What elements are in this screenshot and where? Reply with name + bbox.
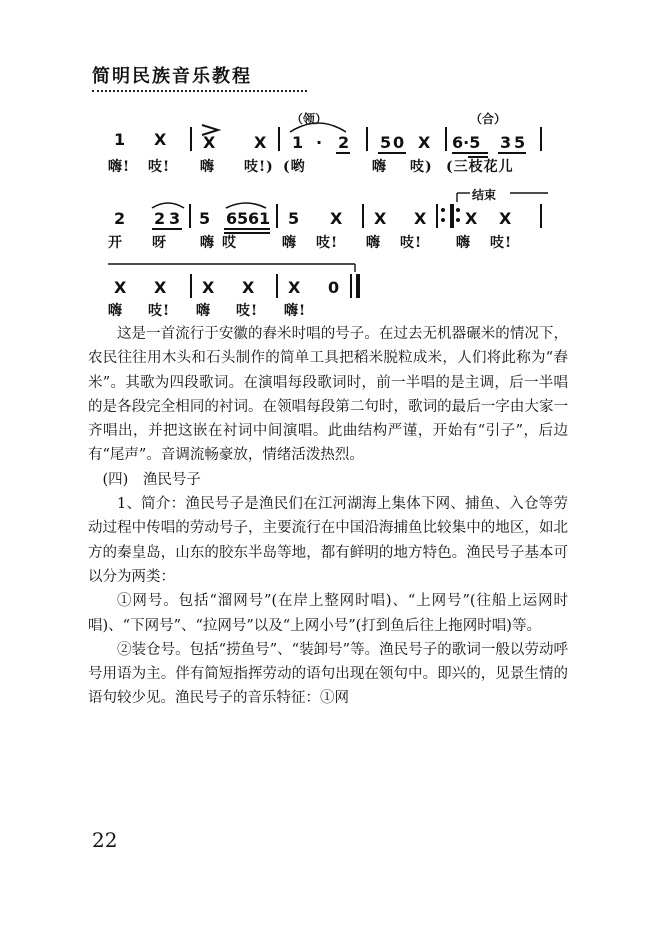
lyric: 开 — [108, 235, 123, 251]
slur-mark-3 — [226, 203, 266, 208]
page-number: 22 — [92, 828, 118, 852]
note: 3 — [169, 209, 181, 228]
page-header-title: 简明民族音乐教程 — [92, 66, 252, 87]
note: 1 — [259, 209, 271, 228]
note: X — [154, 278, 167, 297]
lyric: 呀 — [152, 235, 167, 251]
lyric: 吱! — [490, 235, 513, 251]
note: X — [414, 209, 427, 228]
note: X — [254, 133, 267, 152]
lyric: 吱!) — [244, 159, 274, 175]
note: X — [288, 278, 301, 297]
note: 2 — [114, 209, 126, 228]
chorus-annotation: （合） — [470, 112, 507, 126]
note: X — [154, 130, 167, 149]
note: X — [202, 278, 215, 297]
note: 5 — [237, 209, 249, 228]
note: 5 — [380, 133, 392, 152]
lyric: 吱) — [410, 159, 433, 175]
lyric: 嗨! — [284, 303, 307, 319]
note: X — [499, 209, 512, 228]
note: 6 — [226, 209, 238, 228]
lyric: 吱! — [236, 303, 259, 319]
lyric: 嗨 — [196, 303, 211, 319]
paragraph-net-chant: ①网号。包括“溜网号”(在岸上整网时唱)、“上网号”(往船上运网时唱)、“下网号”、“拉网号”以及“上网小号”(打到鱼后往上拖网时唱)等。 — [88, 593, 568, 634]
lyric: 嗨 — [282, 235, 297, 251]
lyric: 嗨! — [108, 159, 131, 175]
lyric: 嗨 — [366, 235, 381, 251]
note: X — [330, 209, 343, 228]
lyric: (三枝花儿 — [446, 159, 514, 175]
lyric: 吱! — [400, 235, 423, 251]
lyric: 吱! — [148, 159, 171, 175]
note: X — [465, 209, 478, 228]
note: 0 — [393, 133, 405, 152]
note: X — [203, 133, 216, 152]
note: 0 — [328, 278, 340, 297]
note: 6 — [248, 209, 260, 228]
note: 3 — [500, 133, 512, 152]
lyric: 吱! — [148, 303, 171, 319]
lyric: (哟 — [283, 159, 306, 175]
note: 6·5 — [452, 133, 481, 152]
lyric: 嗨 — [456, 235, 471, 251]
paragraph-hold-chant: ②装仓号。包括“捞鱼号”、“装卸号”等。渔民号子的歌词一般以劳动呼号用语为主。伴有简短指挥劳动的语句出现在领句中。即兴的，见景生情的语句较少见。渔民号子的音乐特征：①网 — [88, 641, 568, 707]
note: 2 — [338, 133, 350, 152]
music-score — [0, 0, 655, 330]
slur-mark-2 — [152, 203, 184, 208]
body-text — [88, 322, 568, 711]
paragraph-intro: 1、简介：渔民号子是渔民们在江河湖海上集体下网、捕鱼、入仓等劳动过程中传唱的劳动号子，主要流行在中国沿海捕鱼比较集中的地区，如北方的秦皇岛，山东的胶东半岛等地，都有鲜明的地方特色。渔民号子基本可以分为两类： — [88, 496, 568, 585]
note: 2 — [154, 209, 166, 228]
paragraph-song-description: 这是一首流行于安徽的舂米时唱的号子。在过去无机器碾米的情况下，农民往往用木头和石头制作的简单工具把稻米脱粒成米，人们将此称为“舂米”。其歌为四段歌词。在演唱每段歌词时，前一半唱的是主调，后一半唱的是各段完全相同的衬词。在领唱每段第二句时，歌词的最后一字由大家一齐唱出，并把这嵌在衬词中间演唱。此曲结构严谨，开始有“引子”，后边有“尾声”。音调流畅豪放，情绪活泼热烈。 — [88, 326, 568, 464]
lyric: 嗨 — [200, 159, 215, 175]
note: X — [242, 278, 255, 297]
note: X — [114, 278, 127, 297]
note: 5 — [199, 209, 211, 228]
ending-annotation: 结束 — [472, 188, 497, 202]
note: X — [374, 209, 387, 228]
lyric: 嗨 — [108, 303, 123, 319]
lyric: 吱! — [316, 235, 339, 251]
lead-annotation: （领） — [291, 112, 328, 126]
lyric: 哎 — [222, 235, 237, 251]
note: 5 — [514, 133, 526, 152]
note: 1 — [114, 130, 126, 149]
note: · — [316, 133, 323, 152]
note: X — [418, 133, 431, 152]
note: 1 — [292, 133, 304, 152]
section-heading-fishermen: (四) 渔民号子 — [102, 471, 201, 488]
lyric: 嗨 — [372, 159, 387, 175]
note: 5 — [288, 209, 300, 228]
lyric: 嗨 — [200, 235, 215, 251]
